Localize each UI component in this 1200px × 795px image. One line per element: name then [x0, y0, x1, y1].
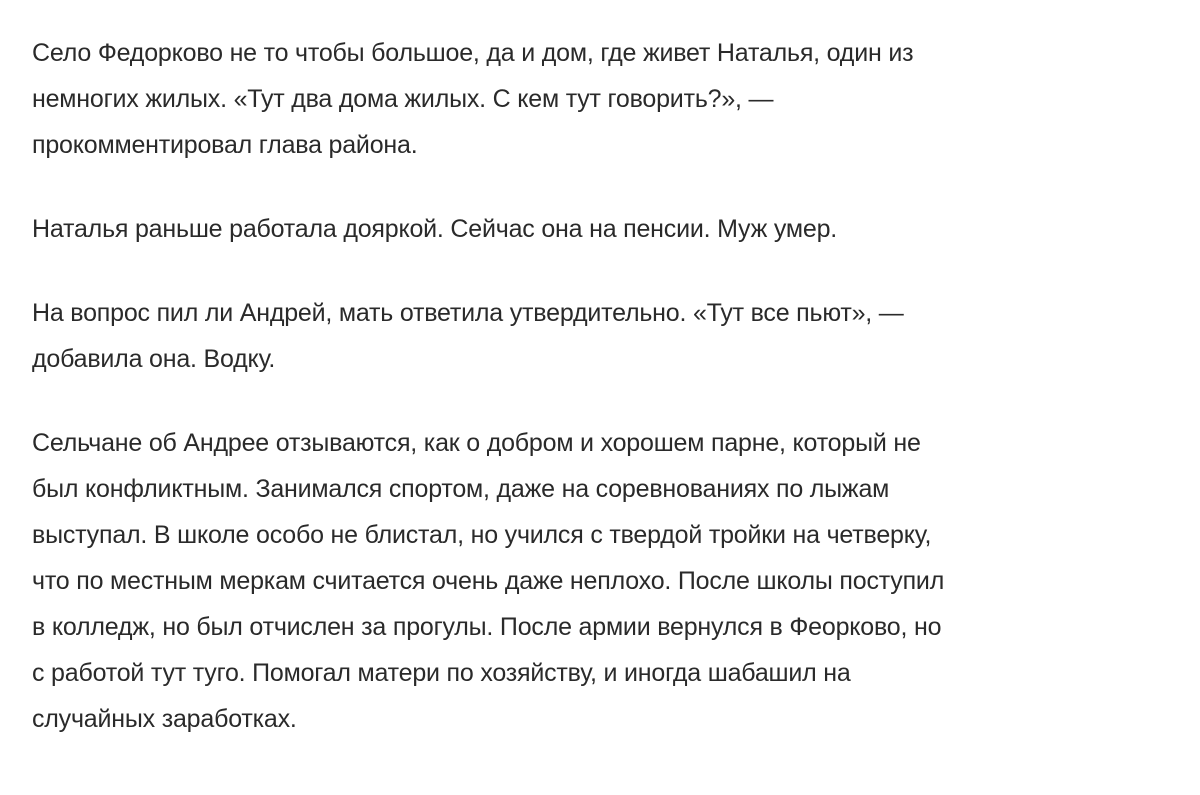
text-line: с работой тут туго. Помогал матери по хозяйству, и иногда шабашил на — [32, 659, 851, 687]
text-line: что по местным меркам считается очень даже неплохо. После школы поступил — [32, 567, 945, 595]
paragraph-4 — [32, 420, 1152, 742]
text-line: Село Федорково не то чтобы большое, да и дом, где живет Наталья, один из — [32, 39, 914, 67]
text-line: выступал. В школе особо не блистал, но учился с твердой тройки на четверку, — [32, 521, 932, 549]
text-line: На вопрос пил ли Андрей, мать ответила утвердительно. «Тут все пьют», — — [32, 299, 904, 327]
text-line: Наталья раньше работала дояркой. Сейчас она на пенсии. Муж умер. — [32, 215, 838, 243]
text-line: случайных заработках. — [32, 705, 297, 733]
paragraph-3 — [32, 290, 1152, 382]
text-line: Сельчане об Андрее отзываются, как о добром и хорошем парне, который не — [32, 429, 921, 457]
paragraph-2 — [32, 206, 1152, 252]
text-line: добавила она. Водку. — [32, 345, 276, 373]
text-line: в колледж, но был отчислен за прогулы. После армии вернулся в Феорково, но — [32, 613, 942, 641]
text-line: был конфликтным. Занимался спортом, даже на соревнованиях по лыжам — [32, 475, 890, 503]
text-line: прокомментировал глава района. — [32, 131, 418, 159]
text-line: немногих жилых. «Тут два дома жилых. С кем тут говорить?», — — [32, 85, 774, 113]
paragraph-1 — [32, 30, 1152, 168]
